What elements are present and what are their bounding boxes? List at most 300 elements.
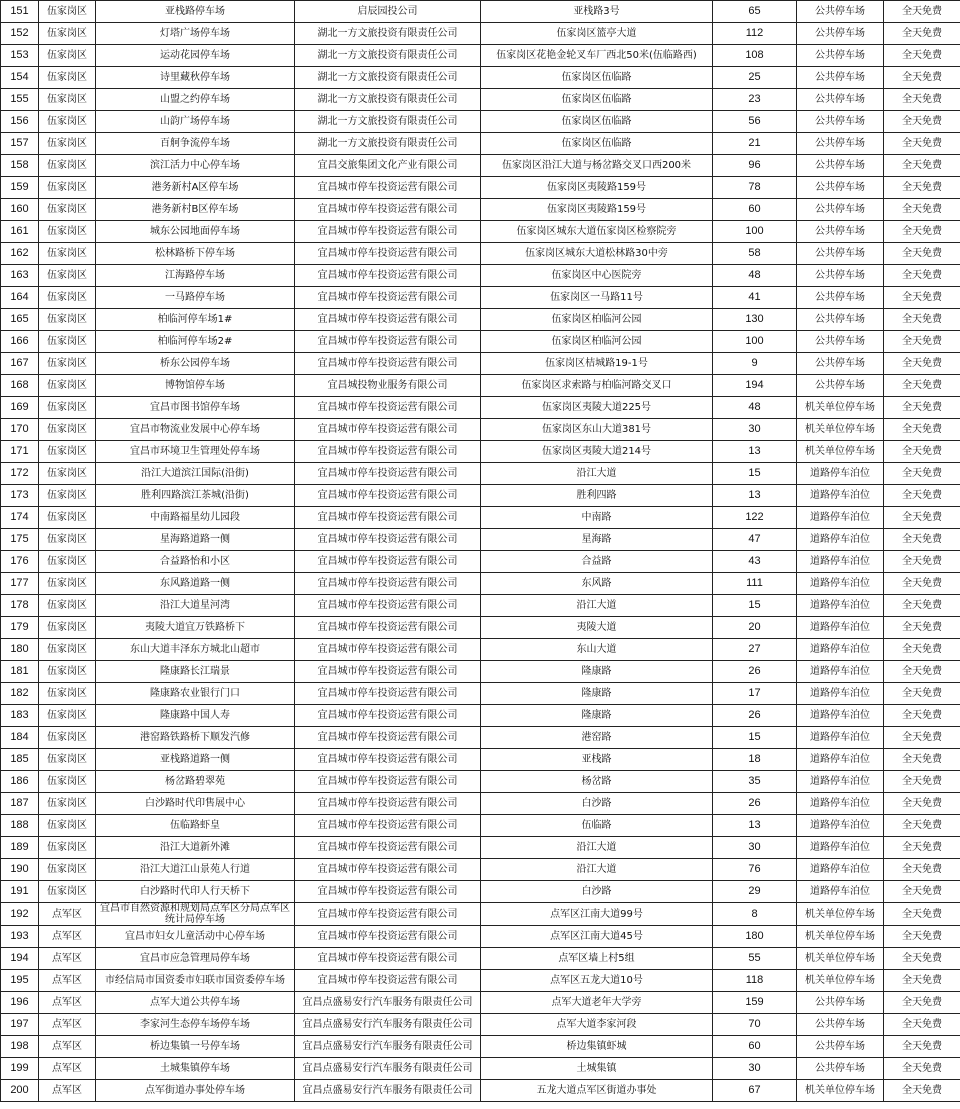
table-row (1, 815, 960, 837)
lot-type: 机关单位停车场 (797, 1080, 884, 1102)
address: 桥边集镇虾城 (481, 1036, 713, 1058)
space-count: 8 (713, 903, 797, 926)
district: 伍家岗区 (39, 727, 96, 749)
row-number: 171 (1, 441, 39, 463)
fee-policy: 全天免费 (884, 529, 960, 551)
district: 伍家岗区 (39, 793, 96, 815)
district: 伍家岗区 (39, 199, 96, 221)
table-row (1, 133, 960, 155)
address: 亚栈路3号 (481, 1, 713, 23)
district: 伍家岗区 (39, 89, 96, 111)
lot-type: 公共停车场 (797, 199, 884, 221)
space-count: 78 (713, 177, 797, 199)
table-body (1, 1, 960, 1102)
address: 隆康路 (481, 683, 713, 705)
address: 点军区江南大道99号 (481, 903, 713, 926)
operator: 宜昌城市停车投资运营有限公司 (295, 529, 481, 551)
operator: 宜昌城市停车投资运营有限公司 (295, 221, 481, 243)
lot-type: 道路停车泊位 (797, 529, 884, 551)
address: 沿江大道 (481, 859, 713, 881)
parking-lot-name: 山韵广场停车场 (96, 111, 295, 133)
table-row (1, 970, 960, 992)
table-row (1, 507, 960, 529)
space-count: 55 (713, 948, 797, 970)
fee-policy: 全天免费 (884, 287, 960, 309)
row-number: 199 (1, 1058, 39, 1080)
district: 伍家岗区 (39, 859, 96, 881)
lot-type: 道路停车泊位 (797, 727, 884, 749)
fee-policy: 全天免费 (884, 177, 960, 199)
address: 伍家岗区城东大道松林路30中旁 (481, 243, 713, 265)
row-number: 156 (1, 111, 39, 133)
space-count: 35 (713, 771, 797, 793)
table-row (1, 903, 960, 926)
fee-policy: 全天免费 (884, 705, 960, 727)
parking-lot-name: 夷陵大道宜万铁路桥下 (96, 617, 295, 639)
operator: 宜昌城市停车投资运营有限公司 (295, 705, 481, 727)
space-count: 130 (713, 309, 797, 331)
parking-lot-name: 伍临路虾皇 (96, 815, 295, 837)
table-row (1, 1058, 960, 1080)
district: 伍家岗区 (39, 815, 96, 837)
district: 点军区 (39, 903, 96, 926)
table-row (1, 287, 960, 309)
district: 伍家岗区 (39, 595, 96, 617)
operator: 宜昌城市停车投资运营有限公司 (295, 881, 481, 903)
lot-type: 公共停车场 (797, 331, 884, 353)
space-count: 60 (713, 1036, 797, 1058)
space-count: 56 (713, 111, 797, 133)
row-number: 159 (1, 177, 39, 199)
space-count: 111 (713, 573, 797, 595)
address: 星海路 (481, 529, 713, 551)
lot-type: 道路停车泊位 (797, 815, 884, 837)
address: 东山大道 (481, 639, 713, 661)
fee-policy: 全天免费 (884, 1014, 960, 1036)
address: 伍家岗区沿江大道与杨岔路交叉口西200米 (481, 155, 713, 177)
fee-policy: 全天免费 (884, 199, 960, 221)
operator: 宜昌城市停车投资运营有限公司 (295, 771, 481, 793)
address: 杨岔路 (481, 771, 713, 793)
space-count: 100 (713, 221, 797, 243)
row-number: 182 (1, 683, 39, 705)
fee-policy: 全天免费 (884, 353, 960, 375)
address: 沿江大道 (481, 463, 713, 485)
table-row (1, 111, 960, 133)
space-count: 76 (713, 859, 797, 881)
fee-policy: 全天免费 (884, 948, 960, 970)
space-count: 27 (713, 639, 797, 661)
space-count: 23 (713, 89, 797, 111)
table-row (1, 463, 960, 485)
address: 伍家岗区东山大道381号 (481, 419, 713, 441)
fee-policy: 全天免费 (884, 1036, 960, 1058)
fee-policy: 全天免费 (884, 859, 960, 881)
operator: 湖北一方文旅投资有限责任公司 (295, 23, 481, 45)
table-row (1, 617, 960, 639)
address: 伍家岗区桔城路19-1号 (481, 353, 713, 375)
row-number: 165 (1, 309, 39, 331)
table-row (1, 771, 960, 793)
row-number: 179 (1, 617, 39, 639)
address: 夷陵大道 (481, 617, 713, 639)
address: 隆康路 (481, 661, 713, 683)
operator: 宜昌城市停车投资运营有限公司 (295, 903, 481, 926)
table-row (1, 948, 960, 970)
district: 伍家岗区 (39, 705, 96, 727)
operator: 宜昌城市停车投资运营有限公司 (295, 617, 481, 639)
address: 伍家岗区中心医院旁 (481, 265, 713, 287)
row-number: 190 (1, 859, 39, 881)
address: 胜利四路 (481, 485, 713, 507)
lot-type: 公共停车场 (797, 243, 884, 265)
space-count: 26 (713, 705, 797, 727)
address: 点军区五龙大道10号 (481, 970, 713, 992)
district: 点军区 (39, 1036, 96, 1058)
parking-lot-name: 山盟之约停车场 (96, 89, 295, 111)
fee-policy: 全天免费 (884, 727, 960, 749)
fee-policy: 全天免费 (884, 45, 960, 67)
parking-lot-name: 柏临河停车场2# (96, 331, 295, 353)
row-number: 181 (1, 661, 39, 683)
parking-lot-name: 博物馆停车场 (96, 375, 295, 397)
address: 伍临路 (481, 815, 713, 837)
lot-type: 道路停车泊位 (797, 595, 884, 617)
lot-type: 道路停车泊位 (797, 617, 884, 639)
parking-lot-name: 松林路桥下停车场 (96, 243, 295, 265)
district: 点军区 (39, 1014, 96, 1036)
fee-policy: 全天免费 (884, 639, 960, 661)
operator: 宜昌城市停车投资运营有限公司 (295, 970, 481, 992)
operator: 宜昌城市停车投资运营有限公司 (295, 331, 481, 353)
parking-lot-name: 桥东公园停车场 (96, 353, 295, 375)
row-number: 166 (1, 331, 39, 353)
lot-type: 公共停车场 (797, 89, 884, 111)
district: 伍家岗区 (39, 419, 96, 441)
fee-policy: 全天免费 (884, 992, 960, 1014)
operator: 宜昌城市停车投资运营有限公司 (295, 419, 481, 441)
parking-lot-name: 港务新村B区停车场 (96, 199, 295, 221)
operator: 宜昌城市停车投资运营有限公司 (295, 926, 481, 948)
row-number: 194 (1, 948, 39, 970)
table-row (1, 353, 960, 375)
lot-type: 公共停车场 (797, 992, 884, 1014)
table-row (1, 1036, 960, 1058)
parking-lot-name: 宜昌市物流业发展中心停车场 (96, 419, 295, 441)
address: 点军大道李家河段 (481, 1014, 713, 1036)
row-number: 157 (1, 133, 39, 155)
operator: 宜昌城市停车投资运营有限公司 (295, 595, 481, 617)
table-row (1, 837, 960, 859)
operator: 宜昌城市停车投资运营有限公司 (295, 815, 481, 837)
district: 伍家岗区 (39, 177, 96, 199)
row-number: 175 (1, 529, 39, 551)
row-number: 183 (1, 705, 39, 727)
lot-type: 机关单位停车场 (797, 970, 884, 992)
space-count: 15 (713, 727, 797, 749)
operator: 宜昌城市停车投资运营有限公司 (295, 177, 481, 199)
space-count: 48 (713, 397, 797, 419)
row-number: 152 (1, 23, 39, 45)
space-count: 65 (713, 1, 797, 23)
district: 伍家岗区 (39, 265, 96, 287)
district: 点军区 (39, 992, 96, 1014)
row-number: 168 (1, 375, 39, 397)
lot-type: 道路停车泊位 (797, 683, 884, 705)
table-row (1, 265, 960, 287)
parking-lot-name: 港窑路铁路桥下顺发汽修 (96, 727, 295, 749)
district: 伍家岗区 (39, 551, 96, 573)
address: 伍家岗区求索路与柏临河路交叉口 (481, 375, 713, 397)
lot-type: 公共停车场 (797, 221, 884, 243)
operator: 宜昌城市停车投资运营有限公司 (295, 573, 481, 595)
lot-type: 道路停车泊位 (797, 793, 884, 815)
row-number: 164 (1, 287, 39, 309)
space-count: 18 (713, 749, 797, 771)
district: 伍家岗区 (39, 397, 96, 419)
table-row (1, 177, 960, 199)
lot-type: 公共停车场 (797, 309, 884, 331)
parking-lot-name: 宜昌市图书馆停车场 (96, 397, 295, 419)
parking-lot-name: 宜昌市应急管理局停车场 (96, 948, 295, 970)
lot-type: 公共停车场 (797, 177, 884, 199)
table-row (1, 551, 960, 573)
lot-type: 机关单位停车场 (797, 419, 884, 441)
address: 土城集镇 (481, 1058, 713, 1080)
lot-type: 道路停车泊位 (797, 705, 884, 727)
table-row (1, 1, 960, 23)
fee-policy: 全天免费 (884, 1080, 960, 1102)
fee-policy: 全天免费 (884, 771, 960, 793)
address: 白沙路 (481, 881, 713, 903)
row-number: 184 (1, 727, 39, 749)
district: 伍家岗区 (39, 617, 96, 639)
parking-lot-name: 合益路怡和小区 (96, 551, 295, 573)
district: 伍家岗区 (39, 441, 96, 463)
fee-policy: 全天免费 (884, 970, 960, 992)
district: 点军区 (39, 1080, 96, 1102)
row-number: 192 (1, 903, 39, 926)
row-number: 163 (1, 265, 39, 287)
address: 伍家岗区夷陵路159号 (481, 199, 713, 221)
table-row (1, 199, 960, 221)
fee-policy: 全天免费 (884, 595, 960, 617)
district: 伍家岗区 (39, 771, 96, 793)
lot-type: 公共停车场 (797, 1, 884, 23)
lot-type: 道路停车泊位 (797, 749, 884, 771)
row-number: 170 (1, 419, 39, 441)
operator: 宜昌城市停车投资运营有限公司 (295, 793, 481, 815)
parking-lot-name: 中南路福星幼儿园段 (96, 507, 295, 529)
lot-type: 道路停车泊位 (797, 573, 884, 595)
row-number: 193 (1, 926, 39, 948)
operator: 宜昌城市停车投资运营有限公司 (295, 727, 481, 749)
space-count: 9 (713, 353, 797, 375)
table-row (1, 749, 960, 771)
operator: 宜昌城市停车投资运营有限公司 (295, 199, 481, 221)
space-count: 194 (713, 375, 797, 397)
address: 伍家岗区柏临河公园 (481, 331, 713, 353)
operator: 启辰园投公司 (295, 1, 481, 23)
space-count: 26 (713, 661, 797, 683)
district: 伍家岗区 (39, 243, 96, 265)
operator: 宜昌城市停车投资运营有限公司 (295, 397, 481, 419)
address: 伍家岗区城东大道伍家岗区检察院旁 (481, 221, 713, 243)
fee-policy: 全天免费 (884, 1058, 960, 1080)
fee-policy: 全天免费 (884, 485, 960, 507)
address: 伍家岗区一马路11号 (481, 287, 713, 309)
parking-lot-name: 白沙路时代印人行天桥下 (96, 881, 295, 903)
parking-lot-name: 沿江大道新外滩 (96, 837, 295, 859)
parking-lot-name: 东风路道路一侧 (96, 573, 295, 595)
lot-type: 公共停车场 (797, 1036, 884, 1058)
parking-lot-name: 市经信局市国资委市妇联市国资委停车场 (96, 970, 295, 992)
table-row (1, 419, 960, 441)
operator: 湖北一方文旅投资有限责任公司 (295, 67, 481, 89)
space-count: 96 (713, 155, 797, 177)
lot-type: 机关单位停车场 (797, 903, 884, 926)
row-number: 161 (1, 221, 39, 243)
parking-lot-name: 土城集镇停车场 (96, 1058, 295, 1080)
row-number: 177 (1, 573, 39, 595)
parking-lot-name: 灯塔广场停车场 (96, 23, 295, 45)
address: 白沙路 (481, 793, 713, 815)
operator: 宜昌城市停车投资运营有限公司 (295, 507, 481, 529)
fee-policy: 全天免费 (884, 375, 960, 397)
row-number: 176 (1, 551, 39, 573)
space-count: 47 (713, 529, 797, 551)
operator: 宜昌城市停车投资运营有限公司 (295, 683, 481, 705)
operator: 宜昌城市停车投资运营有限公司 (295, 485, 481, 507)
operator: 湖北一方文旅投资有限责任公司 (295, 45, 481, 67)
space-count: 25 (713, 67, 797, 89)
space-count: 180 (713, 926, 797, 948)
operator: 宜昌点盛易安行汽车服务有限责任公司 (295, 1014, 481, 1036)
district: 伍家岗区 (39, 375, 96, 397)
space-count: 13 (713, 441, 797, 463)
table-row (1, 23, 960, 45)
space-count: 30 (713, 837, 797, 859)
space-count: 122 (713, 507, 797, 529)
row-number: 158 (1, 155, 39, 177)
table-row (1, 331, 960, 353)
table-row (1, 727, 960, 749)
space-count: 118 (713, 970, 797, 992)
row-number: 189 (1, 837, 39, 859)
operator: 宜昌城市停车投资运营有限公司 (295, 661, 481, 683)
row-number: 186 (1, 771, 39, 793)
operator: 宜昌城市停车投资运营有限公司 (295, 243, 481, 265)
row-number: 195 (1, 970, 39, 992)
district: 伍家岗区 (39, 45, 96, 67)
lot-type: 机关单位停车场 (797, 926, 884, 948)
lot-type: 机关单位停车场 (797, 441, 884, 463)
fee-policy: 全天免费 (884, 463, 960, 485)
district: 伍家岗区 (39, 529, 96, 551)
space-count: 15 (713, 595, 797, 617)
district: 伍家岗区 (39, 463, 96, 485)
table-row (1, 1014, 960, 1036)
row-number: 187 (1, 793, 39, 815)
space-count: 108 (713, 45, 797, 67)
parking-lot-name: 宜昌市环境卫生管理处停车场 (96, 441, 295, 463)
fee-policy: 全天免费 (884, 441, 960, 463)
operator: 宜昌城市停车投资运营有限公司 (295, 441, 481, 463)
table-row (1, 683, 960, 705)
space-count: 60 (713, 199, 797, 221)
address: 亚栈路 (481, 749, 713, 771)
operator: 宜昌城市停车投资运营有限公司 (295, 837, 481, 859)
row-number: 180 (1, 639, 39, 661)
parking-lot-name: 滨江活力中心停车场 (96, 155, 295, 177)
table-row (1, 661, 960, 683)
fee-policy: 全天免费 (884, 331, 960, 353)
operator: 宜昌城市停车投资运营有限公司 (295, 948, 481, 970)
row-number: 153 (1, 45, 39, 67)
operator: 宜昌城市停车投资运营有限公司 (295, 309, 481, 331)
parking-lot-name: 桥边集镇一号停车场 (96, 1036, 295, 1058)
table-row (1, 45, 960, 67)
address: 合益路 (481, 551, 713, 573)
district: 伍家岗区 (39, 155, 96, 177)
fee-policy: 全天免费 (884, 419, 960, 441)
district: 伍家岗区 (39, 507, 96, 529)
parking-lot-name: 江海路停车场 (96, 265, 295, 287)
fee-policy: 全天免费 (884, 507, 960, 529)
space-count: 29 (713, 881, 797, 903)
parking-lot-name: 李家河生态停车场停车场 (96, 1014, 295, 1036)
parking-lot-name: 点军街道办事处停车场 (96, 1080, 295, 1102)
address: 隆康路 (481, 705, 713, 727)
lot-type: 道路停车泊位 (797, 507, 884, 529)
space-count: 30 (713, 1058, 797, 1080)
lot-type: 道路停车泊位 (797, 463, 884, 485)
district: 伍家岗区 (39, 661, 96, 683)
fee-policy: 全天免费 (884, 111, 960, 133)
fee-policy: 全天免费 (884, 661, 960, 683)
parking-lot-name: 诗里藏秋停车场 (96, 67, 295, 89)
row-number: 174 (1, 507, 39, 529)
space-count: 13 (713, 815, 797, 837)
row-number: 196 (1, 992, 39, 1014)
lot-type: 公共停车场 (797, 1014, 884, 1036)
district: 点军区 (39, 1058, 96, 1080)
fee-policy: 全天免费 (884, 573, 960, 595)
space-count: 48 (713, 265, 797, 287)
lot-type: 公共停车场 (797, 23, 884, 45)
lot-type: 公共停车场 (797, 45, 884, 67)
lot-type: 公共停车场 (797, 67, 884, 89)
row-number: 197 (1, 1014, 39, 1036)
lot-type: 公共停车场 (797, 111, 884, 133)
space-count: 70 (713, 1014, 797, 1036)
fee-policy: 全天免费 (884, 881, 960, 903)
lot-type: 机关单位停车场 (797, 397, 884, 419)
space-count: 21 (713, 133, 797, 155)
address: 沿江大道 (481, 837, 713, 859)
address: 伍家岗区夷陵大道225号 (481, 397, 713, 419)
space-count: 112 (713, 23, 797, 45)
row-number: 198 (1, 1036, 39, 1058)
table-row (1, 155, 960, 177)
district: 伍家岗区 (39, 331, 96, 353)
operator: 湖北一方文旅投资有限责任公司 (295, 89, 481, 111)
parking-lot-name: 运动花园停车场 (96, 45, 295, 67)
lot-type: 公共停车场 (797, 265, 884, 287)
space-count: 67 (713, 1080, 797, 1102)
address: 五龙大道点军区街道办事处 (481, 1080, 713, 1102)
row-number: 173 (1, 485, 39, 507)
